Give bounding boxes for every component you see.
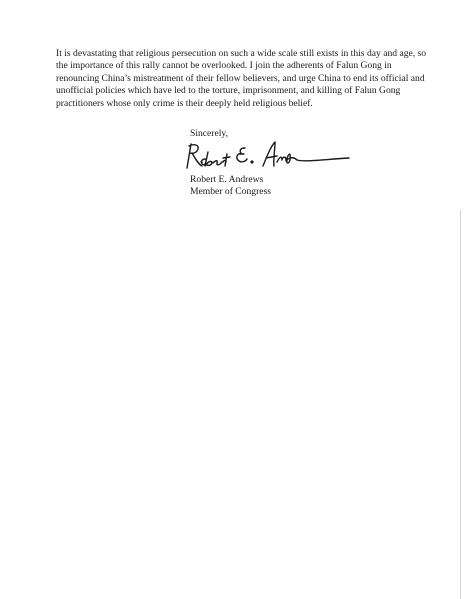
scan-edge-line: [460, 210, 461, 599]
body-line: renouncing China’s mistreatment of their fellow believers, and urge China to end its official and: [56, 72, 425, 84]
body-line: the importance of this rally cannot be overlooked. I join the adherents of Falun Gong in: [56, 60, 392, 72]
body-line: unofficial policies which have led to the torture, imprisonment, and killing of Falun Gong: [56, 85, 401, 97]
signer-name: Robert E. Andrews: [190, 174, 264, 185]
signer-title: Member of Congress: [190, 186, 271, 197]
body-line: practitioners whose only crime is their deeply held religious belief.: [56, 97, 313, 109]
letter-body-paragraph: [56, 48, 428, 110]
handwritten-signature: [183, 138, 353, 174]
body-line: It is devastating that religious persecution on such a wide scale still exists in this day and age, so: [56, 48, 427, 59]
closing-salutation: Sincerely,: [190, 128, 229, 139]
